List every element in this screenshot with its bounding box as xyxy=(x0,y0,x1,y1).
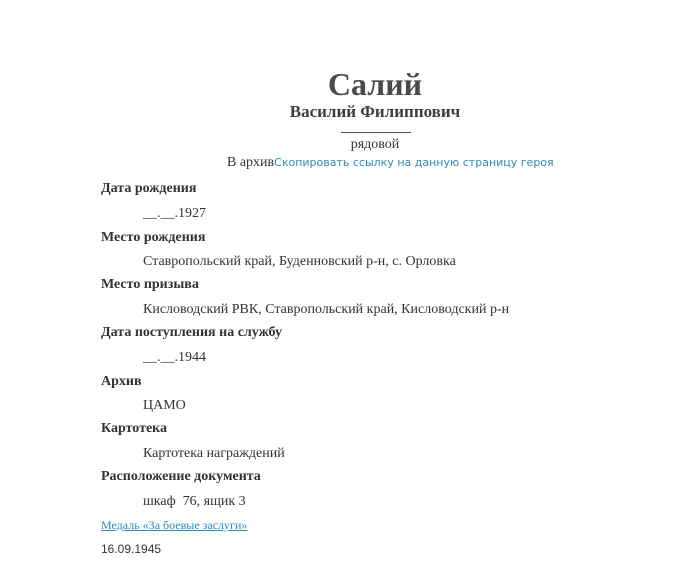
award-date: 16.09.1945 xyxy=(101,542,162,556)
field-label-birth-place: Место рождения xyxy=(101,230,206,245)
field-label-birth-date: Дата рождения xyxy=(101,181,197,196)
person-surname: Салий xyxy=(327,66,423,102)
person-given-names: Василий Филиппович xyxy=(289,102,461,121)
field-label-service-start: Дата поступления на службу xyxy=(101,325,283,340)
award-medal-link[interactable]: Медаль «За боевые заслуги» xyxy=(101,518,248,532)
field-value-archive: ЦАМО xyxy=(143,398,186,413)
field-label-card-index: Картотека xyxy=(101,421,168,436)
field-label-draft-place: Место призыва xyxy=(101,277,199,292)
field-value-document-location: шкаф 76, ящик 3 xyxy=(143,494,246,509)
field-value-birth-place: Ставропольский край, Буденновский р-н, с. Орловка xyxy=(143,254,456,269)
field-value-card-index: Картотека награждений xyxy=(143,446,285,461)
field-label-archive: Архив xyxy=(101,374,142,389)
copy-hero-link[interactable]: Скопировать ссылку на данную страницу героя xyxy=(274,156,554,169)
field-value-birth-date: __.__.1927 xyxy=(143,206,206,221)
field-label-document-location: Расположение документа xyxy=(101,469,261,484)
header-divider xyxy=(341,132,411,133)
field-value-service-start: __.__.1944 xyxy=(143,350,206,365)
archive-prefix[interactable]: В архив xyxy=(227,155,275,170)
archive-line xyxy=(227,154,554,172)
field-value-draft-place: Кисловодский РВК, Ставропольский край, Кисловодский р-н xyxy=(143,302,510,317)
person-rank: рядовой xyxy=(350,137,400,152)
